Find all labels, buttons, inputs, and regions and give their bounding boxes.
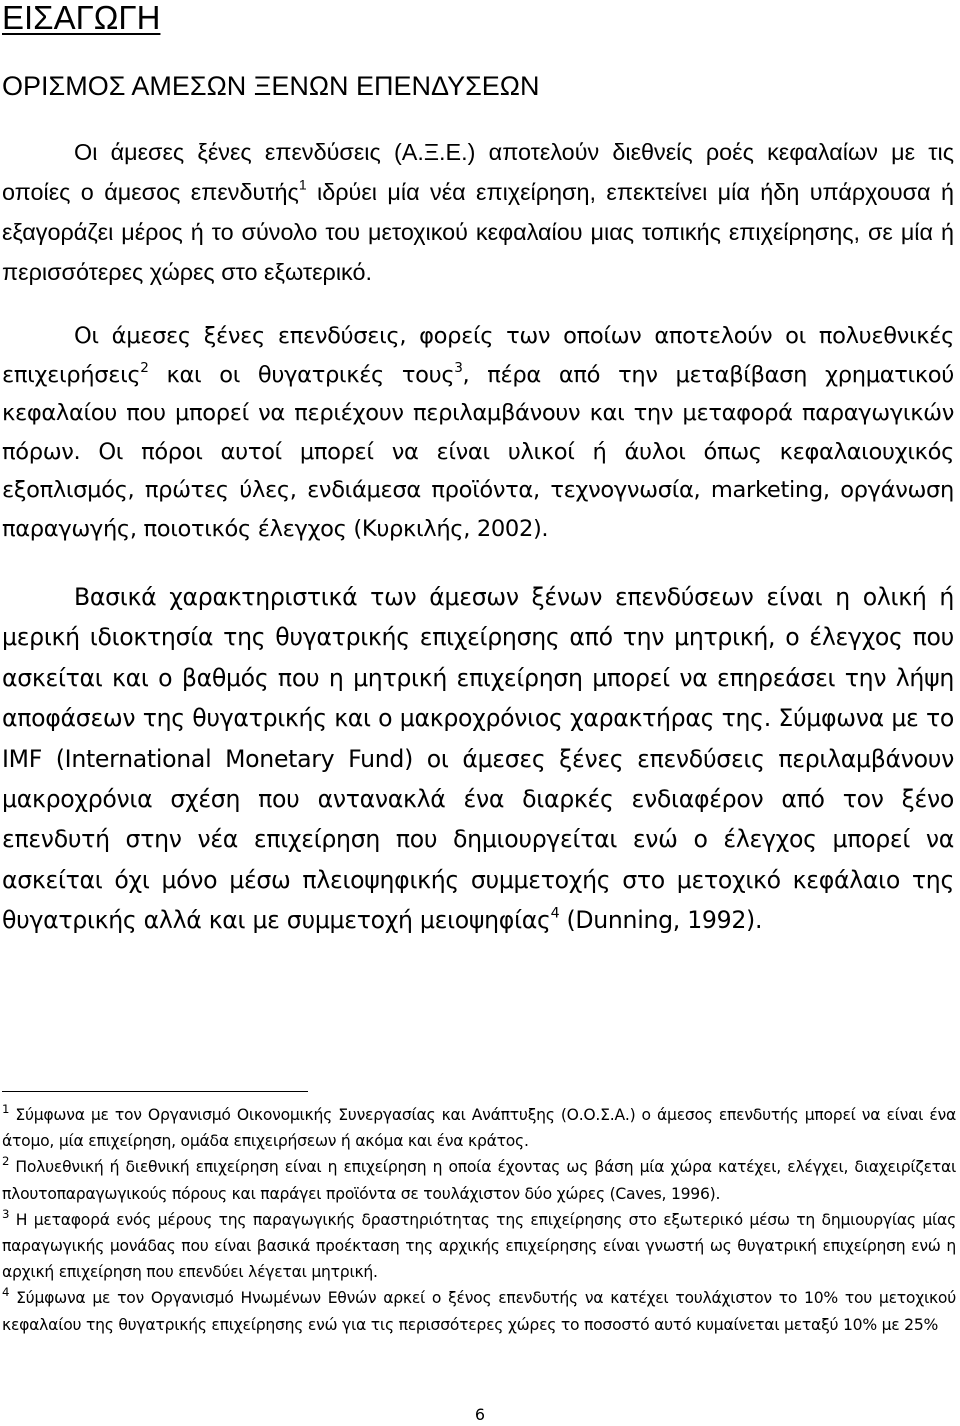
footnote-separator: [2, 1091, 308, 1092]
footnote-4: [2, 1285, 956, 1337]
paragraph-2: [2, 317, 954, 549]
footnote-ref-1: 1: [298, 176, 307, 193]
paragraph-1: [2, 132, 954, 292]
footnote-text: Σύμφωνα με τον Οργανισμό Οικονομικής Συνεργασίας και Ανάπτυξης (Ο.Ο.Σ.Α.) ο άμεσος επενδυτής μπορεί να είναι ένα άτομο, μία επιχείρηση, ομάδα επιχειρήσεων ή ακόμα και ένα κράτος.: [2, 1106, 956, 1151]
footnotes: [2, 1102, 956, 1338]
chapter-title: ΕΙΣΑΓΩΓΗ: [2, 0, 161, 36]
footnote-3: [2, 1207, 956, 1286]
footnote-text: Πολυεθνική ή διεθνική επιχείρηση είναι η επιχείρηση η οποία έχοντας ως βάση μία χώρα κατέχει, ελέγχει, διαχειρίζεται πλουτοπαραγωγικούς πόρους και παράγει προϊόντα σε τουλάχιστον δύο χώρες (Caves, 1996).: [2, 1158, 956, 1203]
paragraph-1-text-cont: ιδρύει μία νέα επιχείρηση, επεκτείνει μία ήδη υπάρχουσα ή εξαγοράζει μέρος ή το σύνολο του μετοχικού κεφαλαίου μιας τοπικής επιχείρησης, σε μία ή περισσότερες χώρες στο εξωτερικό.: [2, 179, 954, 285]
footnote-2: [2, 1154, 956, 1206]
footnote-1: [2, 1102, 956, 1154]
footnote-number: 3: [2, 1206, 10, 1221]
footnote-text: Η μεταφορά ενός μέρους της παραγωγικής δραστηριότητας της επιχείρησης στο εξωτερικό μέσω τη δημιουργίας μίας παραγωγικής μονάδας που είναι βασικά προέκταση της αρχικής επιχείρησης είναι γνωστή ως θυγατρική επιχείρηση ενώ η αρχική επιχείρηση που επενδύει λέγεται μητρική.: [2, 1210, 956, 1282]
paragraph-3-text: Βασικά χαρακτηριστικά των άμεσων ξένων επενδύσεων είναι η ολική ή μερική ιδιοκτησία της θυγατρικής επιχείρησης από την μητρική, ο έλεγχος που ασκείται και ο βαθμός που η μητρική επιχείρηση μπορεί να επηρεάσει την λήψη αποφάσεων της θυγατρικής και ο μακροχρόνιος χαρακτήρας της. Σύμφωνα με το IMF (International Monetary Fund) οι άμεσες ξένες επενδύσεις περιλαμβάνουν μακροχρόνια σχέση που αντανακλά ένα διαρκές ενδιαφέρον από τον ξένο επενδυτή στην νέα επιχείρηση που δημιουργείται ενώ ο έλεγχος μπορεί να ασκείται όχι μόνο μέσω πλειοψηφικής συμμετοχής στο μετοχικό κεφάλαιο της θυγατρικής αλλά και με συμμετοχή μειοψηφίας: [2, 583, 954, 935]
paragraph-2-text-end: , πέρα από την μεταβίβαση χρηματικού κεφαλαίου που μπορεί να περιέχουν περιλαμβάνουν και την μεταφορά παραγωγικών πόρων. Οι πόροι αυτοί μπορεί να είναι υλικοί ή άυλοι όπως κεφαλαιουχικός εξοπλισμός, πρώτες ύλες, ενδιάμεσα προϊόντα, τεχνογνωσία, marketing, οργάνωση παραγωγής, ποιοτικός έλεγχος (Κυρκιλής, 2002).: [2, 361, 954, 542]
footnote-ref-2: 2: [140, 359, 149, 376]
footnote-number: 1: [2, 1101, 10, 1116]
paragraph-1-text: Οι άμεσες ξένες επενδύσεις (Α.Ξ.Ε.) αποτελούν διεθνείς ροές κεφαλαίων με τις οποίες ο άμεσος επενδυτής: [2, 139, 954, 205]
page-number: 6: [474, 1405, 486, 1424]
section-title: ΟΡΙΣΜΟΣ ΑΜΕΣΩΝ ΞΕΝΩΝ ΕΠΕΝΔΥΣΕΩΝ: [2, 71, 540, 101]
footnote-ref-3: 3: [454, 359, 463, 376]
paragraph-3-text-cont: (Dunning, 1992).: [559, 906, 763, 935]
footnote-number: 2: [2, 1154, 10, 1169]
paragraph-3: [2, 577, 954, 941]
footnote-text: Σύμφωνα με τον Οργανισμό Ηνωμένων Εθνών αρκεί ο ξένος επενδυτής να κατέχει τουλάχιστον το 10% του μετοχικού κεφαλαίου της θυγατρικής επιχείρησης ενώ για τις περισσότερες χώρες το ποσοστό αυτό κυμαίνεται μεταξύ 10% με 25%: [2, 1289, 956, 1334]
footnote-number: 4: [2, 1285, 10, 1300]
footnote-ref-4: 4: [550, 905, 560, 922]
paragraph-2-text-cont: και οι θυγατρικές τους: [148, 361, 455, 388]
paragraph-2-text: Οι άμεσες ξένες επενδύσεις, φορείς των οποίων αποτελούν οι πολυεθνικές επιχειρήσεις: [2, 323, 954, 388]
